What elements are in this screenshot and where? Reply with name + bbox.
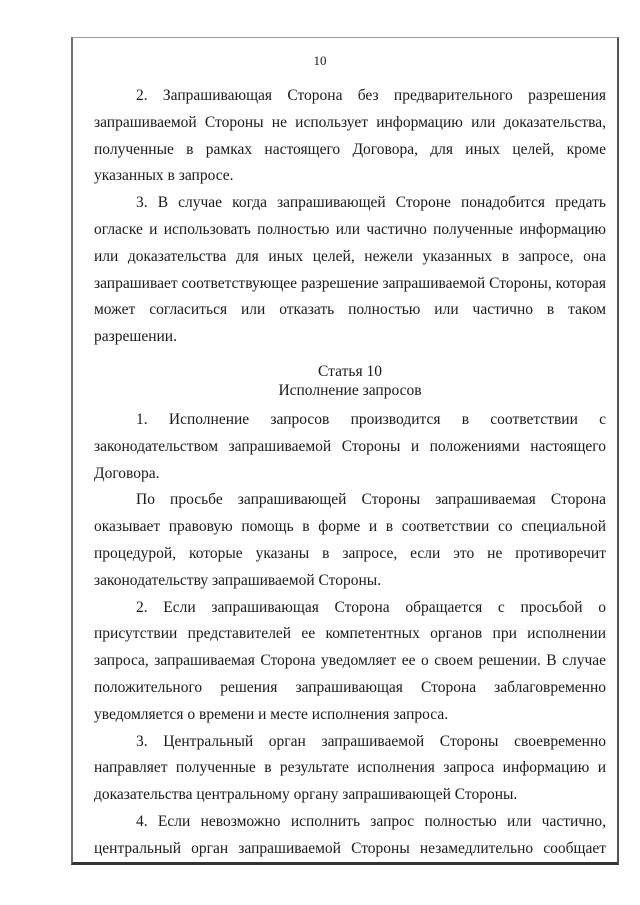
article-paragraph-1-cont: По просьбе запрашивающей Стороны запрашиваемая Сторона оказывает правовую помощь в форме и в соответствии со специальной процедурой, которые указаны в запросе, если это не противоречит законодательству запрашиваемой Стороны. (94, 491, 606, 589)
article-paragraph-4: 4. Если невозможно исполнить запрос полностью или частично, центральный орган запрашиваемой Стороны незамедлительно сообщает (94, 812, 606, 857)
article-title: Исполнение запросов (278, 382, 422, 399)
page-number: 10 (313, 53, 327, 68)
article-paragraph-2: 2. Если запрашивающая Сторона обращается с просьбой о присутствии представителей ее компетентных органов при исполнении запроса, запрашиваемая Сторона уведомляет ее о своем решении. В случае положительного решения запрашивающая Сторона заблаговременно уведомляется о времени и месте исполнения запроса. (94, 598, 606, 723)
article-number: Статья 10 (318, 363, 382, 380)
article-paragraph-3: 3. Центральный орган запрашиваемой Стороны своевременно направляет полученные в результате исполнения запроса информацию и доказательства центральному органу запрашивающей Стороны. (94, 732, 606, 804)
paragraph-2: 2. Запрашивающая Сторона без предварительного разрешения запрашиваемой Стороны не использует информацию или доказательства, полученные в рамках настоящего Договора, для иных целей, кроме указанных в запросе. (94, 87, 606, 185)
paragraphs-bottom (94, 407, 606, 863)
article-paragraph-1: 1. Исполнение запросов производится в соответствии с законодательством запрашиваемой Стороны и положениями настоящего Договора. (94, 411, 606, 482)
paragraph-3: 3. В случае когда запрашивающей Стороне понадобится предать огласке и использовать полностью или частично полученные информацию или доказательства для иных целей, нежели указанных в запросе, она запрашивает соответствующее разрешение запрашиваемой Стороны, которая может согласиться или отказать полностью или частично в таком разрешении. (94, 194, 606, 346)
article-heading (94, 362, 606, 400)
paragraphs-top (94, 83, 606, 351)
